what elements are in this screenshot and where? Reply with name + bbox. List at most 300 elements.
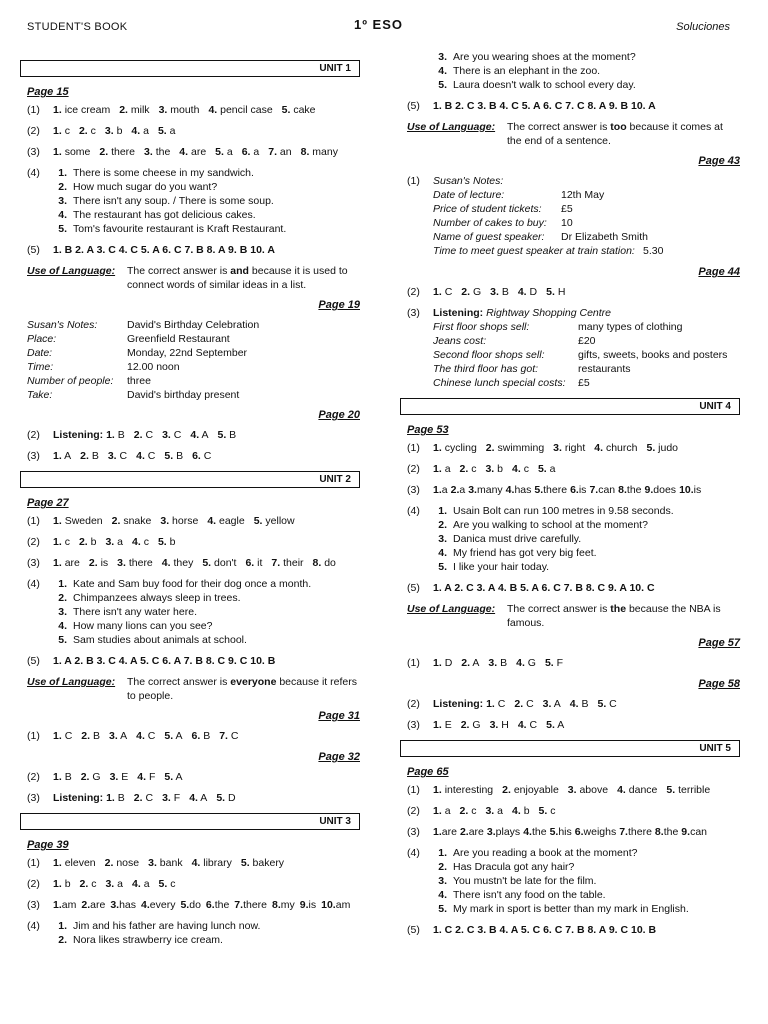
answer-text: C — [147, 450, 156, 462]
answer-item — [53, 877, 71, 891]
listening-label: Listening: — [53, 429, 104, 441]
answer-line: 1. A 2. C 3. A 4. B 5. A 6. C 7. B 8. C 9. A 10. C — [433, 582, 655, 594]
answer-text: are — [190, 146, 207, 158]
answer-item — [141, 899, 175, 911]
answer-text: D — [444, 657, 453, 669]
answer-number: 4. — [512, 463, 521, 475]
answer-text: c — [90, 125, 96, 137]
sentence-text: My mark in sport is better than my mark in English. — [453, 903, 689, 915]
exercise-answers — [53, 898, 360, 912]
use-of-language-label: Use of Language: — [27, 676, 116, 688]
sentence-text: Are you walking to school at the moment? — [453, 519, 648, 531]
exercise-row — [27, 103, 360, 117]
answer-text: a — [549, 463, 556, 475]
sentence-list — [433, 846, 740, 916]
answer-number: 8. — [300, 146, 310, 158]
lang-text-c: because it refers to people. — [127, 676, 357, 702]
answer-text: A — [553, 698, 561, 710]
exercise-row — [27, 449, 360, 463]
note-label: Number of people: — [27, 375, 114, 387]
susans-notes — [27, 318, 360, 402]
answer-number: 5. — [281, 104, 291, 116]
sentence-text: You mustn't be late for the film. — [453, 875, 597, 887]
use-of-language — [27, 675, 360, 703]
answer-number: 4. — [137, 771, 147, 783]
sentence-list — [53, 166, 360, 236]
answer-text: B — [501, 286, 509, 298]
exercise-answers — [433, 804, 740, 818]
answer-number: 4. — [179, 146, 189, 158]
answer-number: 5. — [180, 899, 190, 911]
answer-item — [105, 856, 139, 870]
answer-item — [131, 124, 149, 138]
answer-text: F — [173, 792, 181, 804]
answer-number: 4. — [161, 557, 171, 569]
note-label: Date: — [27, 347, 53, 359]
answer-text: a — [169, 125, 176, 137]
exercise-number: (5) — [407, 582, 420, 594]
answer-number: 4. — [141, 899, 150, 911]
sentence-text: Sam studies about animals at school. — [73, 634, 247, 646]
note-label: First floor shops sell: — [433, 321, 530, 333]
exercise-number: (2) — [407, 698, 420, 710]
sentence-text: Has Dracula got any hair? — [453, 861, 575, 873]
answer-text: b — [497, 463, 503, 475]
answer-text: C — [497, 698, 506, 710]
answer-number: 6. — [192, 450, 201, 462]
unit-header: UNIT 4 — [400, 398, 740, 415]
exercise-answers — [53, 428, 360, 442]
answer-text: c — [91, 878, 97, 890]
answer-item — [543, 697, 561, 711]
answer-number: 1. — [433, 784, 442, 796]
answer-item — [655, 826, 678, 838]
answer-item — [119, 103, 149, 117]
page-heading: Page 58 — [698, 678, 740, 690]
answer-item — [433, 285, 452, 299]
answer-number: 1. — [433, 286, 442, 298]
answer-item — [546, 718, 564, 732]
exercise-number: (3) — [407, 307, 420, 319]
answer-number: 8. — [312, 557, 322, 569]
exercise-number: (5) — [407, 100, 420, 112]
exercise-row — [407, 462, 740, 476]
use-of-language — [407, 602, 740, 630]
answer-item — [512, 804, 530, 818]
exercise-row — [27, 654, 360, 668]
answer-text: A — [175, 730, 183, 742]
note-label: Susan's Notes: — [27, 319, 98, 331]
answer-number: 3. — [148, 857, 157, 869]
exercise-number: (1) — [27, 104, 40, 116]
answer-number: 4. — [190, 429, 200, 441]
answer-item — [460, 804, 477, 818]
answer-number: 2. — [81, 730, 91, 742]
answer-item — [159, 877, 176, 891]
answer-item — [136, 729, 155, 743]
exercise-answers — [53, 856, 360, 870]
answer-number: 9. — [644, 484, 654, 496]
answer-text: horse — [172, 515, 199, 527]
exercise-number: (1) — [407, 442, 420, 454]
sentence-number: 4. — [438, 547, 447, 559]
answer-text: swimming — [497, 442, 545, 454]
answer-item — [451, 484, 466, 496]
answer-number: 5. — [202, 557, 212, 569]
answer-number: 3. — [488, 657, 498, 669]
answer-number: 2. — [104, 857, 114, 869]
answer-number: 2. — [450, 484, 460, 496]
answer-number: 4. — [512, 805, 521, 817]
answer-item — [81, 770, 101, 784]
answer-item — [460, 462, 477, 476]
sentence-number: 1. — [58, 578, 67, 590]
unit-header: UNIT 5 — [400, 740, 740, 757]
answer-number: 6. — [241, 146, 251, 158]
answer-number: 3. — [567, 784, 577, 796]
exercise-answers — [433, 581, 740, 595]
answer-text: F — [556, 657, 564, 669]
answer-text: do — [189, 899, 201, 911]
answer-number: 1. — [53, 878, 62, 890]
sentence-list — [433, 50, 740, 92]
answer-item — [321, 899, 350, 911]
answer-number: 10. — [679, 484, 694, 496]
answer-number: 1. — [433, 719, 442, 731]
answer-text: interesting — [444, 784, 494, 796]
answer-text: some — [64, 146, 91, 158]
exercise-number: (1) — [27, 515, 40, 527]
answer-number: 2. — [119, 104, 128, 116]
answer-item — [534, 484, 567, 496]
sentence-text: There is some cheese in my sandwich. — [73, 167, 254, 179]
answer-number: 4. — [569, 698, 579, 710]
page-heading: Page 20 — [318, 409, 360, 421]
answer-number: 8. — [618, 484, 627, 496]
answer-text: the — [155, 146, 171, 158]
answer-number: 4. — [136, 450, 145, 462]
sentence-text: How much sugar do you want? — [73, 181, 218, 193]
answer-number: 3. — [485, 805, 495, 817]
sentence-list — [53, 577, 360, 647]
answer-item — [180, 899, 200, 911]
answer-text: C — [203, 450, 212, 462]
answer-number: 4. — [207, 515, 217, 527]
exercise-answers — [433, 99, 740, 113]
sentence-number: 4. — [438, 65, 447, 77]
answer-text: c — [170, 878, 176, 890]
answer-number: 1. — [53, 536, 62, 548]
answer-text: yellow — [265, 515, 295, 527]
answer-number: 6. — [191, 730, 201, 742]
answer-number: 3. — [468, 484, 477, 496]
page-heading: Page 43 — [698, 155, 740, 167]
answer-number: 9. — [299, 899, 309, 911]
exercise-answers — [53, 145, 360, 159]
answer-text: B — [203, 730, 211, 742]
answer-item — [112, 514, 152, 528]
answer-text: eleven — [64, 857, 96, 869]
lang-text-a: The correct answer is — [507, 121, 611, 133]
answer-text: A — [557, 719, 565, 731]
page-heading: Page 53 — [407, 424, 449, 436]
answer-number: 2. — [461, 286, 471, 298]
answer-item — [79, 535, 97, 549]
answer-item — [80, 449, 99, 463]
header-right: Soluciones — [676, 21, 730, 33]
note-value: Monday, 22nd September — [127, 347, 248, 359]
sentence-number: 5. — [438, 903, 447, 915]
answer-item — [254, 514, 295, 528]
sentence-number: 1. — [438, 505, 447, 517]
answer-item — [433, 484, 448, 496]
answer-text: plays — [495, 826, 521, 838]
answer-item — [433, 826, 457, 838]
answer-number: 7. — [271, 557, 281, 569]
answer-number: 1. — [53, 450, 62, 462]
exercise-answers — [53, 166, 360, 236]
left-column — [20, 52, 360, 954]
sentence-number: 4. — [58, 620, 67, 632]
answer-item — [53, 535, 70, 549]
sentence-text: Are you wearing shoes at the moment? — [453, 51, 636, 63]
exercise-answers — [53, 770, 360, 784]
answer-number: 2. — [78, 536, 88, 548]
answer-number: 5. — [215, 146, 224, 158]
answer-number: 1. — [106, 429, 115, 441]
sentence-list — [53, 919, 360, 947]
exercise-answers — [53, 654, 360, 668]
answer-item — [53, 556, 80, 570]
answer-item — [192, 449, 211, 463]
answer-text: b — [90, 536, 97, 548]
answer-number: 3. — [110, 899, 120, 911]
answer-item — [487, 826, 520, 838]
unit-header: UNIT 2 — [20, 471, 360, 488]
answer-number: 2. — [111, 515, 121, 527]
answer-number: 4. — [136, 730, 145, 742]
sentence-text: How many lions can you see? — [73, 620, 213, 632]
note-value — [561, 174, 740, 188]
exercise-number: (2) — [407, 286, 420, 298]
answer-item — [162, 556, 194, 570]
answer-item — [106, 791, 125, 805]
answer-number: 2. — [88, 557, 98, 569]
answer-text: a — [497, 805, 503, 817]
note-value: Dr Elizabeth Smith — [561, 231, 648, 243]
exercise-row-continued — [407, 50, 740, 92]
answer-item — [546, 285, 565, 299]
header-left: STUDENT'S BOOK — [27, 21, 128, 33]
answer-number: 1. — [53, 515, 62, 527]
answer-number: 1. — [53, 771, 62, 783]
answer-item — [207, 514, 244, 528]
answer-text: B — [581, 698, 589, 710]
answer-item — [268, 145, 291, 159]
answer-text: is — [693, 484, 702, 496]
exercise-row — [407, 656, 740, 670]
answer-text: a — [441, 484, 448, 496]
exercise-number: (2) — [407, 805, 420, 817]
answer-number: 1. — [53, 857, 62, 869]
exercise-row — [27, 428, 360, 442]
answer-text: B — [117, 429, 125, 441]
answer-text: c — [64, 125, 70, 137]
sentence-number: 2. — [438, 861, 447, 873]
sentence-text: There is an elephant in the zoo. — [453, 65, 601, 77]
exercise-number: (3) — [27, 450, 40, 462]
exercise-row — [27, 919, 360, 947]
answer-item — [646, 441, 678, 455]
sentence-number: 3. — [438, 51, 447, 63]
exercise-number: (4) — [27, 578, 40, 590]
exercise-row — [27, 856, 360, 870]
exercise-number: (3) — [27, 792, 40, 804]
answer-number: 5. — [216, 792, 226, 804]
answer-number: 5. — [217, 429, 227, 441]
answer-item — [597, 697, 616, 711]
answer-item — [433, 656, 452, 670]
answer-text: D — [529, 286, 538, 298]
sentence-text: Danica must drive carefully. — [453, 533, 582, 545]
answer-item — [502, 783, 559, 797]
exercise-row — [407, 825, 740, 839]
answer-text: many — [312, 146, 338, 158]
note-value: gifts, sweets, books and posters — [578, 349, 728, 361]
answer-item — [234, 899, 267, 911]
sentence-text: Kate and Sam buy food for their dog once a month. — [73, 578, 312, 590]
sentence-number: 4. — [58, 209, 67, 221]
note-value: 12th May — [561, 189, 605, 201]
note-value: 10 — [561, 217, 573, 229]
answer-item — [190, 428, 208, 442]
answer-item — [53, 729, 72, 743]
answer-text: c — [523, 463, 529, 475]
use-of-language-text — [507, 120, 740, 148]
answer-text: there — [543, 484, 568, 496]
exercise-row — [407, 718, 740, 732]
answer-text: mouth — [170, 104, 200, 116]
sentence-number: 5. — [438, 561, 447, 573]
answer-number: 1. — [53, 146, 62, 158]
exercise-row — [407, 783, 740, 797]
answer-item — [53, 856, 96, 870]
exercise-row — [27, 791, 360, 805]
answer-number: 2. — [81, 899, 91, 911]
answer-item — [568, 783, 608, 797]
answer-number: 3. — [486, 826, 496, 838]
answer-text: F — [148, 771, 156, 783]
answer-text: a — [117, 878, 123, 890]
note-value: £5 — [578, 377, 590, 389]
sentence-number: 2. — [58, 934, 67, 946]
answer-text: C — [529, 719, 538, 731]
answer-text: dance — [628, 784, 658, 796]
answer-text: above — [579, 784, 609, 796]
answer-item — [192, 729, 211, 743]
answer-number: 7. — [234, 899, 244, 911]
answer-number: 4. — [516, 657, 525, 669]
answer-number: 2. — [502, 784, 511, 796]
answer-item — [679, 484, 701, 496]
answer-item — [99, 145, 135, 159]
answer-number: 4. — [617, 784, 626, 796]
answer-text: nose — [116, 857, 140, 869]
answer-text: ice cream — [64, 104, 111, 116]
note-label: Date of lecture: — [433, 189, 505, 201]
answer-item — [545, 656, 563, 670]
answer-item — [485, 804, 503, 818]
answer-text: the — [531, 826, 547, 838]
note-label: Second floor shops sell: — [433, 349, 545, 361]
answer-item — [217, 428, 236, 442]
answer-number: 1. — [106, 792, 115, 804]
answer-item — [215, 145, 233, 159]
sentence-number: 1. — [438, 847, 447, 859]
note-label: Price of student tickets: — [433, 203, 542, 215]
sentence-number: 4. — [438, 889, 447, 901]
answer-number: 2. — [133, 429, 143, 441]
answer-text: A — [201, 429, 209, 441]
answer-text: Sweden — [64, 515, 103, 527]
answer-item — [136, 449, 155, 463]
answer-text: B — [229, 429, 237, 441]
answer-item — [137, 770, 155, 784]
answer-item — [192, 856, 232, 870]
answer-number: 6. — [205, 899, 215, 911]
sentence-number: 3. — [438, 533, 447, 545]
answer-number: 4. — [208, 104, 218, 116]
page-heading: Page 39 — [27, 839, 69, 851]
sentence-number: 5. — [58, 223, 67, 235]
answer-number: 1. — [433, 657, 442, 669]
answer-text: C — [145, 429, 154, 441]
sentence-number: 3. — [58, 195, 67, 207]
sentence-number: 3. — [438, 875, 447, 887]
answer-item — [490, 718, 509, 732]
answer-item — [300, 899, 316, 911]
note-value: many types of clothing — [578, 321, 683, 333]
answer-item — [433, 718, 452, 732]
answer-item — [158, 535, 176, 549]
answer-text: there — [243, 899, 267, 911]
answer-number: 1. — [53, 104, 62, 116]
listening-heading — [433, 306, 740, 320]
lang-answer: and — [230, 265, 249, 277]
answer-text: are — [90, 899, 106, 911]
note-label: Chinese lunch special costs: — [433, 377, 566, 389]
answer-item — [461, 656, 479, 670]
answer-text: their — [283, 557, 304, 569]
answer-number: 4. — [191, 857, 201, 869]
answer-item — [162, 428, 181, 442]
exercise-answers — [53, 535, 360, 549]
answer-item — [108, 449, 127, 463]
answer-item — [433, 783, 493, 797]
exercise-answers — [53, 791, 360, 805]
answer-text: a — [117, 536, 123, 548]
answer-text: is — [578, 484, 587, 496]
exercise-row — [27, 556, 360, 570]
answer-item — [208, 103, 272, 117]
use-of-language-text — [127, 264, 360, 292]
answer-item — [89, 556, 108, 570]
exercise-answers — [433, 504, 740, 574]
use-of-language-label: Use of Language: — [407, 121, 496, 133]
exercise-number: (3) — [27, 899, 40, 911]
answer-text: there — [128, 557, 153, 569]
answer-text: can — [598, 484, 616, 496]
